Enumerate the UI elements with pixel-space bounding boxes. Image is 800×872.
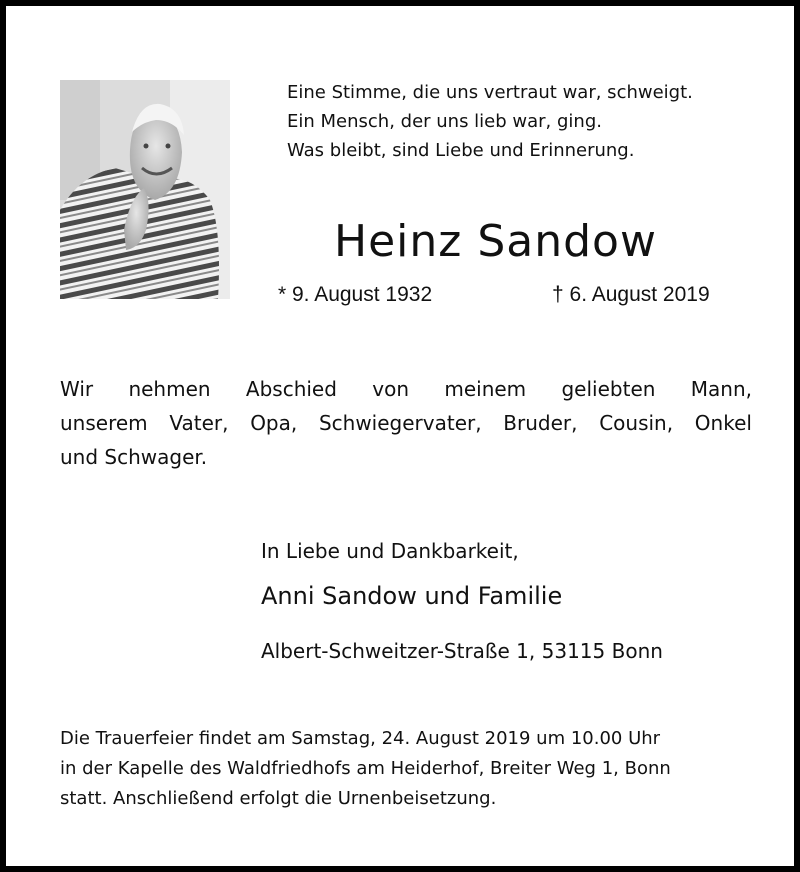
word: Wir bbox=[60, 377, 94, 401]
word: Mann, bbox=[690, 377, 752, 401]
word: nehmen bbox=[128, 377, 211, 401]
service-line: in der Kapelle des Waldfriedhofs am Heiderhof, Breiter Weg 1, Bonn bbox=[60, 758, 671, 779]
word: Abschied bbox=[245, 377, 337, 401]
deceased-name: Heinz Sandow bbox=[334, 216, 657, 267]
word: geliebten bbox=[561, 377, 656, 401]
word: unserem bbox=[60, 411, 148, 435]
family-signature: Anni Sandow und Familie bbox=[261, 582, 563, 610]
poem-line: Was bleibt, sind Liebe und Erinnerung. bbox=[287, 140, 635, 161]
portrait-illustration bbox=[60, 80, 230, 299]
birth-date: * 9. August 1932 bbox=[278, 283, 433, 306]
farewell-line: und Schwager. bbox=[60, 445, 208, 469]
word: Bruder, bbox=[503, 411, 578, 435]
service-line: Die Trauerfeier findet am Samstag, 24. August 2019 um 10.00 Uhr bbox=[60, 728, 661, 749]
word: Opa, bbox=[250, 411, 298, 435]
word: Onkel bbox=[694, 411, 752, 435]
poem-line: Ein Mensch, der uns lieb war, ging. bbox=[287, 111, 602, 132]
farewell-line bbox=[60, 406, 752, 440]
word: Schwiegervater, bbox=[318, 411, 482, 435]
service-details bbox=[60, 724, 671, 814]
death-date: † 6. August 2019 bbox=[552, 283, 710, 306]
family-address: Albert-Schweitzer-Straße 1, 53115 Bonn bbox=[261, 639, 663, 663]
poem-line: Eine Stimme, die uns vertraut war, schweigt. bbox=[287, 82, 693, 103]
word: Vater, bbox=[169, 411, 229, 435]
signoff: In Liebe und Dankbarkeit, bbox=[261, 539, 519, 563]
farewell-line bbox=[60, 372, 752, 406]
word: von bbox=[372, 377, 410, 401]
service-line: statt. Anschließend erfolgt die Urnenbeisetzung. bbox=[60, 788, 497, 809]
word: meinem bbox=[444, 377, 527, 401]
word: Cousin, bbox=[599, 411, 674, 435]
farewell-text bbox=[60, 372, 752, 474]
poem bbox=[287, 78, 693, 165]
portrait-photo bbox=[60, 80, 230, 299]
